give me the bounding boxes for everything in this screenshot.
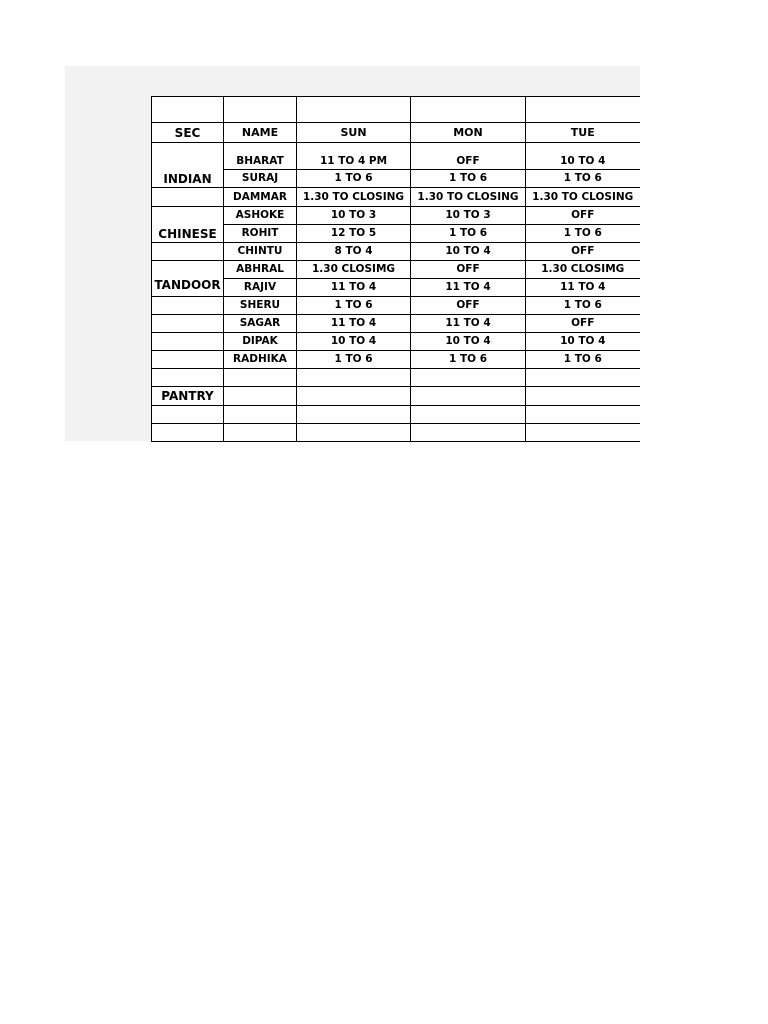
- table-row: [152, 207, 640, 225]
- header-tue: TUE: [526, 123, 640, 143]
- empty-cell: [224, 406, 297, 424]
- staff-name: CHINTU: [224, 243, 297, 261]
- table-row: [152, 279, 640, 297]
- table-row: [152, 261, 640, 279]
- tue-shift: 1.30 TO CLOSING: [526, 188, 640, 207]
- header-sec: SEC: [152, 123, 224, 143]
- tue-shift: 1 TO 6: [526, 225, 640, 243]
- sun-shift: 1 TO 6: [297, 170, 411, 188]
- mon-shift: 1.30 TO CLOSING: [411, 188, 526, 207]
- empty-cell: [526, 406, 640, 424]
- mon-shift: 11 TO 4: [411, 315, 526, 333]
- mon-shift: 1 TO 6: [411, 351, 526, 369]
- blank-row: [152, 369, 640, 387]
- tue-shift: 1.30 CLOSIMG: [526, 261, 640, 279]
- empty-cell: [411, 369, 526, 387]
- empty-cell: [152, 424, 224, 442]
- sun-shift: 1 TO 6: [297, 297, 411, 315]
- tue-shift: 10 TO 4: [526, 333, 640, 351]
- empty-cell: [526, 369, 640, 387]
- empty-cell: [297, 424, 411, 442]
- tue-shift: 1 TO 6: [526, 297, 640, 315]
- empty-cell: [152, 315, 224, 333]
- sun-shift: 11 TO 4: [297, 279, 411, 297]
- tue-shift: OFF: [526, 207, 640, 225]
- empty-cell: [411, 97, 526, 123]
- sun-shift: 10 TO 4: [297, 333, 411, 351]
- mon-shift: 10 TO 4: [411, 333, 526, 351]
- sun-shift: 1.30 CLOSIMG: [297, 261, 411, 279]
- staff-name: BHARAT: [224, 143, 297, 170]
- table-row: [152, 315, 640, 333]
- tue-shift: OFF: [526, 315, 640, 333]
- sun-shift: 10 TO 3: [297, 207, 411, 225]
- sun-shift: 8 TO 4: [297, 243, 411, 261]
- staff-name: ROHIT: [224, 225, 297, 243]
- tue-shift: 1 TO 6: [526, 170, 640, 188]
- sun-shift: 11 TO 4: [297, 315, 411, 333]
- tue-shift: 11 TO 4: [526, 279, 640, 297]
- empty-cell: [526, 424, 640, 442]
- blank-row: [152, 424, 640, 442]
- sun-shift: 1.30 TO CLOSING: [297, 188, 411, 207]
- empty-cell: [224, 424, 297, 442]
- table-row: [152, 243, 640, 261]
- empty-cell: [152, 97, 224, 123]
- section-chinese: CHINESE: [152, 207, 224, 243]
- table-row: [152, 333, 640, 351]
- table-row: [152, 170, 640, 188]
- staff-name: ABHRAL: [224, 261, 297, 279]
- staff-name: DIPAK: [224, 333, 297, 351]
- empty-cell: [526, 97, 640, 123]
- staff-name: RADHIKA: [224, 351, 297, 369]
- empty-cell: [297, 369, 411, 387]
- empty-cell: [152, 351, 224, 369]
- mon-shift: 1 TO 6: [411, 170, 526, 188]
- empty-cell: [411, 424, 526, 442]
- staff-name: RAJIV: [224, 279, 297, 297]
- mon-shift: OFF: [411, 143, 526, 170]
- empty-cell: [152, 243, 224, 261]
- header-row: [152, 123, 640, 143]
- header-sun: SUN: [297, 123, 411, 143]
- empty-cell: [411, 406, 526, 424]
- table-row: [152, 143, 640, 170]
- empty-cell: [152, 297, 224, 315]
- mon-shift: 10 TO 3: [411, 207, 526, 225]
- sun-shift: 1 TO 6: [297, 351, 411, 369]
- empty-cell: [224, 369, 297, 387]
- table-row: [152, 351, 640, 369]
- duty-roster-table: [151, 96, 640, 442]
- table-row: [152, 225, 640, 243]
- mon-shift: 1 TO 6: [411, 225, 526, 243]
- blank-row: [152, 97, 640, 123]
- section-tandoor: TANDOOR: [152, 261, 224, 297]
- mon-shift: 10 TO 4: [411, 243, 526, 261]
- empty-cell: [224, 387, 297, 406]
- empty-cell: [152, 188, 224, 207]
- header-mon: MON: [411, 123, 526, 143]
- empty-cell: [297, 97, 411, 123]
- empty-cell: [224, 97, 297, 123]
- empty-cell: [152, 406, 224, 424]
- header-name: NAME: [224, 123, 297, 143]
- empty-cell: [152, 333, 224, 351]
- mon-shift: 11 TO 4: [411, 279, 526, 297]
- staff-name: ASHOKE: [224, 207, 297, 225]
- table-row: [152, 387, 640, 406]
- empty-cell: [297, 387, 411, 406]
- empty-cell: [411, 387, 526, 406]
- empty-cell: [297, 406, 411, 424]
- tue-shift: 1 TO 6: [526, 351, 640, 369]
- sun-shift: 12 TO 5: [297, 225, 411, 243]
- staff-name: SAGAR: [224, 315, 297, 333]
- section-pantry: PANTRY: [152, 387, 224, 406]
- tue-shift: 10 TO 4: [526, 143, 640, 170]
- table-row: [152, 188, 640, 207]
- mon-shift: OFF: [411, 261, 526, 279]
- staff-name: SURAJ: [224, 170, 297, 188]
- sun-shift: 11 TO 4 PM: [297, 143, 411, 170]
- tue-shift: OFF: [526, 243, 640, 261]
- staff-name: DAMMAR: [224, 188, 297, 207]
- staff-name: SHERU: [224, 297, 297, 315]
- empty-cell: [152, 369, 224, 387]
- empty-cell: [526, 387, 640, 406]
- blank-row: [152, 406, 640, 424]
- mon-shift: OFF: [411, 297, 526, 315]
- table-row: [152, 297, 640, 315]
- section-indian: INDIAN: [152, 143, 224, 188]
